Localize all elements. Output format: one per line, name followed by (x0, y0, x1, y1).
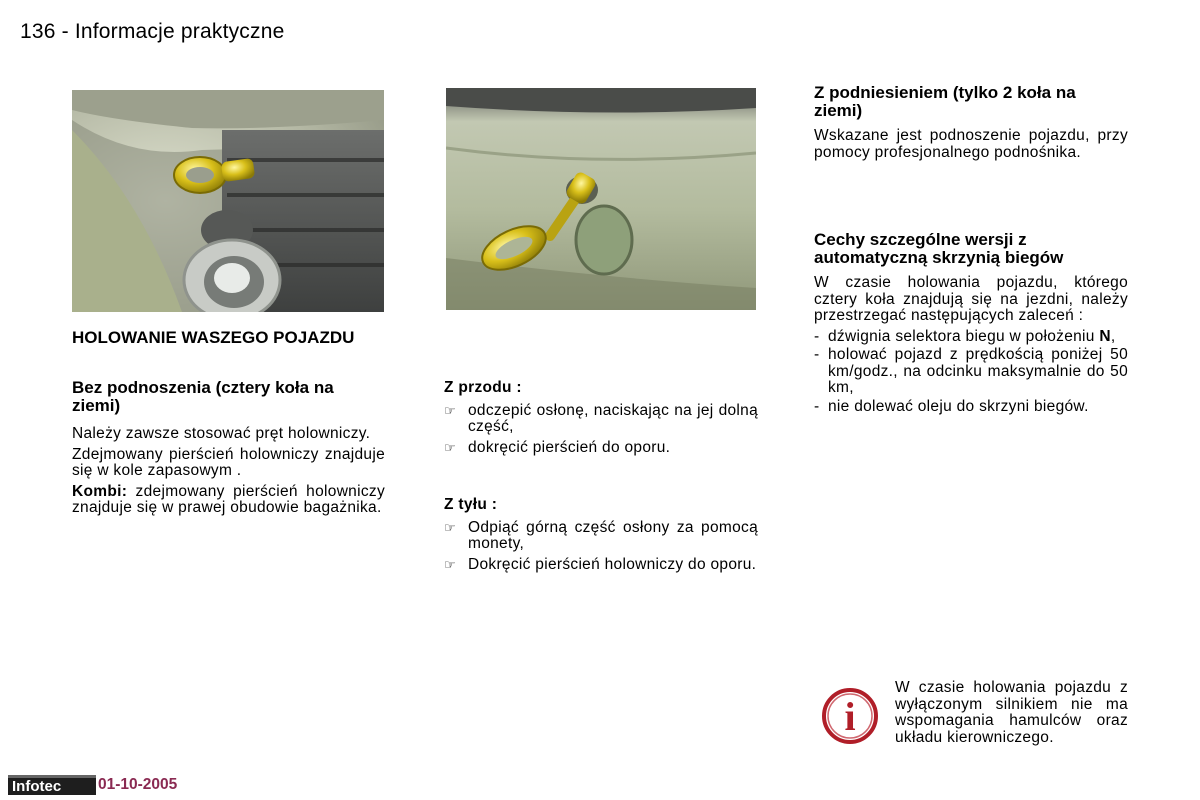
no-lift-section (72, 379, 385, 517)
warning-info-icon (820, 684, 884, 748)
towing-section (72, 329, 385, 347)
pointing-hand-icon: ☞ (444, 402, 456, 418)
page-header (20, 20, 284, 44)
section-title: Informacje praktyczne (74, 20, 285, 43)
header-separator: - (61, 20, 69, 43)
kombi-text: zdejmowany pierścień holowniczy znajduje się w prawej obudowie bagażnika. (72, 482, 385, 516)
info-letter: i (844, 694, 856, 739)
pointing-hand-icon: ☞ (444, 439, 456, 455)
dash-bullet: - (814, 346, 820, 363)
kombi-label: Kombi: (72, 482, 128, 500)
paragraph-tow-bar: Należy zawsze stosować pręt holowniczy. (72, 425, 371, 442)
automatic-intro: W czasie holowania pojazdu, którego cztery koła znajdują się na jezdni, należy przestrzegać następujących zaleceń : (814, 274, 1128, 324)
section-heading: HOLOWANIE WASZEGO POJAZDU (72, 328, 355, 347)
front-heading: Z przodu : (444, 379, 522, 396)
pointing-hand-icon: ☞ (444, 519, 456, 535)
footer-brand: Infotec (8, 775, 96, 795)
rear-section (444, 497, 758, 573)
front-towing-eye-illustration (72, 90, 384, 312)
lift-section (814, 84, 1128, 161)
automatic-item-1-text: dźwignia selektora biegu w położeniu (828, 327, 1100, 345)
list-item (444, 440, 758, 457)
rear-step-1: Odpiąć górną część osłony za pomocą monety, (468, 518, 758, 552)
lift-heading: Z podniesieniem (tylko 2 koła na ziemi) (814, 83, 1076, 120)
automatic-item-3: nie dolewać oleju do skrzyni biegów. (828, 397, 1089, 415)
rear-towing-eye-illustration (446, 88, 756, 310)
gear-position-n: N (1099, 327, 1111, 345)
automatic-item-2: holować pojazd z prędkością poniżej 50 km/godz., na odcinku maksymalnie do 50 km, (828, 346, 1128, 396)
lift-text: Wskazane jest podnoszenie pojazdu, przy pomocy profesjonalnego podnośnika. (814, 127, 1128, 161)
warning-text: W czasie holowania pojazdu z wyłączonym silnikiem nie ma wspomagania hamulców oraz układu kierowniczego. (895, 679, 1128, 746)
front-step-1: odczepić osłonę, naciskając na jej dolną część, (468, 401, 758, 435)
list-item (444, 520, 758, 553)
footer-date: 01-10-2005 (98, 776, 178, 793)
page-number: 136 (20, 20, 56, 43)
front-section (444, 380, 758, 456)
automatic-section (814, 231, 1128, 415)
rear-step-2: Dokręcić pierścień holowniczy do oporu. (468, 555, 757, 573)
automatic-item-1 (828, 329, 1128, 346)
rear-heading: Z tyłu : (444, 496, 498, 513)
list-item (814, 347, 1128, 397)
list-item (814, 399, 1128, 416)
paragraph-ring-location: Zdejmowany pierścień holowniczy znajduje się w kole zapasowym . (72, 445, 385, 479)
dash-bullet: - (814, 327, 820, 345)
automatic-heading: Cechy szczególne wersji z automatyczną skrzynią biegów (814, 230, 1064, 267)
front-step-2: dokręcić pierścień do oporu. (468, 438, 671, 456)
paragraph-kombi (72, 484, 385, 517)
dash-bullet: - (814, 397, 820, 415)
pointing-hand-icon: ☞ (444, 556, 456, 572)
no-lift-heading: Bez podnoszenia (cztery koła na ziemi) (72, 378, 334, 415)
list-item (444, 403, 758, 436)
list-item (814, 329, 1128, 346)
automatic-item-1-suffix: , (1110, 327, 1116, 345)
list-item (444, 557, 758, 574)
